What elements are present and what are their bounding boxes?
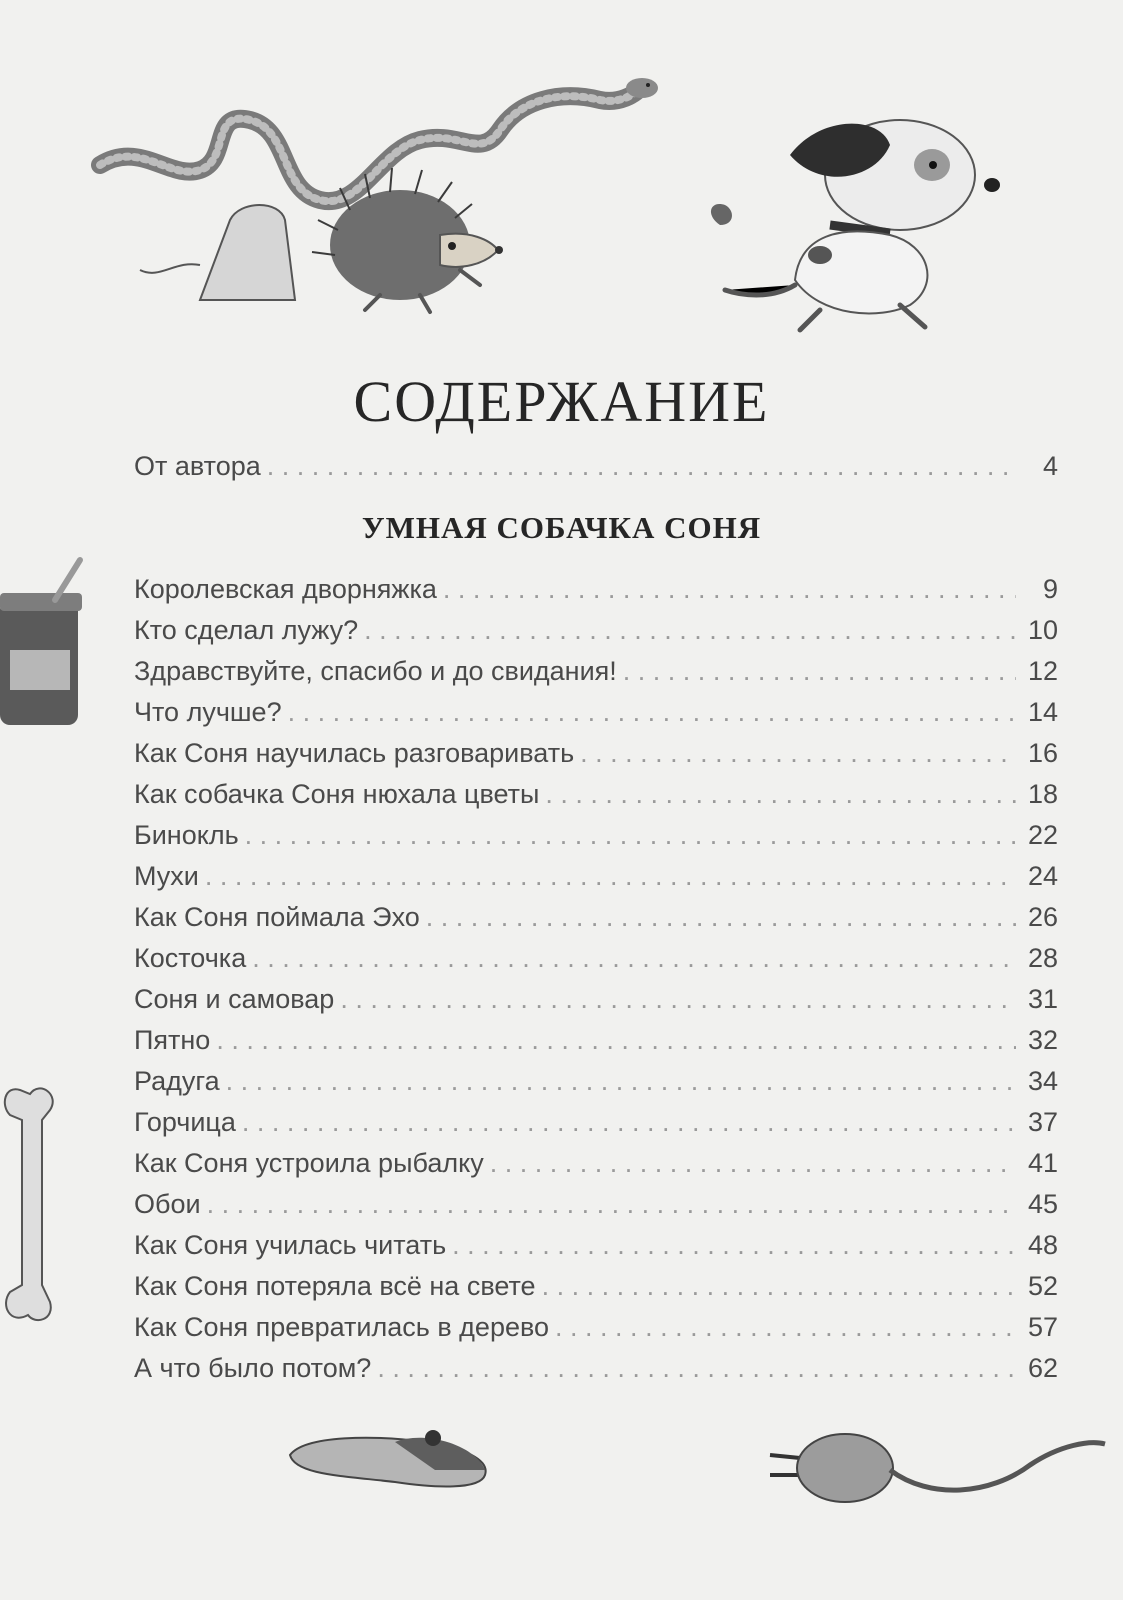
toc-leader-dots bbox=[542, 1266, 1016, 1307]
toc-entry bbox=[134, 815, 1058, 856]
toc-leader-dots bbox=[452, 1225, 1016, 1266]
toc-entry bbox=[134, 1061, 1058, 1102]
toc-entry bbox=[134, 569, 1058, 610]
toc-leader-dots bbox=[426, 897, 1016, 938]
toc-entry-label: Соня и самовар bbox=[134, 984, 335, 1014]
toc-entry bbox=[134, 897, 1058, 938]
toc-entry bbox=[134, 856, 1058, 897]
toc-entry-label: От автора bbox=[134, 451, 261, 481]
toc-entry bbox=[134, 1184, 1058, 1225]
toc-entry-page: 18 bbox=[1027, 779, 1058, 809]
toc-entry bbox=[134, 1102, 1058, 1143]
toc-entry-page: 10 bbox=[1027, 615, 1058, 645]
toc-entry-label: Как Соня научилась разговаривать bbox=[134, 738, 575, 768]
toc-entry-label: Радуга bbox=[134, 1066, 220, 1096]
toc-entry-page: 28 bbox=[1027, 943, 1058, 973]
jam-jar-illustration bbox=[0, 555, 95, 735]
toc-entry-label: Как собачка Соня нюхала цветы bbox=[134, 779, 540, 809]
toc-entry-page: 52 bbox=[1027, 1271, 1058, 1301]
toc-entry bbox=[134, 1225, 1058, 1266]
toc-entry-page: 12 bbox=[1027, 656, 1058, 686]
snake-hedgehog-iron-illustration bbox=[80, 70, 680, 320]
electric-plug-illustration bbox=[760, 1420, 1110, 1520]
running-puppy-illustration bbox=[700, 105, 1010, 335]
toc-entry bbox=[134, 774, 1058, 815]
toc-entry-page: 9 bbox=[1042, 574, 1058, 604]
toc-leader-dots bbox=[242, 1102, 1016, 1143]
toc-entry-page: 57 bbox=[1027, 1312, 1058, 1342]
toc-entry bbox=[134, 733, 1058, 774]
toc-leader-dots bbox=[443, 569, 1016, 610]
toc-list bbox=[134, 569, 1058, 1389]
toc-entry-label: Косточка bbox=[134, 943, 247, 973]
slipper-illustration bbox=[285, 1420, 500, 1495]
toc-leader-dots bbox=[205, 856, 1016, 897]
section-title: УМНАЯ СОБАЧКА СОНЯ bbox=[361, 510, 762, 545]
toc-entry-page: 32 bbox=[1027, 1025, 1058, 1055]
toc-entry-label: А что было потом? bbox=[134, 1353, 372, 1383]
toc-entry bbox=[134, 1266, 1058, 1307]
toc-leader-dots bbox=[288, 692, 1016, 733]
toc-entry bbox=[134, 446, 1058, 487]
toc-entry-label: Горчица bbox=[134, 1107, 236, 1137]
toc-entry-page: 45 bbox=[1027, 1189, 1058, 1219]
toc-leader-dots bbox=[216, 1020, 1016, 1061]
toc-entry-page: 37 bbox=[1027, 1107, 1058, 1137]
toc-intro bbox=[134, 446, 1058, 487]
toc-entry-label: Мухи bbox=[134, 861, 199, 891]
toc-entry-page: 14 bbox=[1027, 697, 1058, 727]
toc-leader-dots bbox=[545, 774, 1016, 815]
toc-leader-dots bbox=[226, 1061, 1016, 1102]
toc-entry-label: Как Соня превратилась в дерево bbox=[134, 1312, 550, 1342]
toc-entry-page: 48 bbox=[1027, 1230, 1058, 1260]
toc-leader-dots bbox=[623, 651, 1016, 692]
toc-entry-label: Бинокль bbox=[134, 820, 239, 850]
toc-entry-page: 41 bbox=[1027, 1148, 1058, 1178]
toc-leader-dots bbox=[267, 446, 1016, 487]
toc-entry bbox=[134, 1020, 1058, 1061]
toc-entry-page: 34 bbox=[1027, 1066, 1058, 1096]
toc-entry-label: Как Соня потеряла всё на свете bbox=[134, 1271, 536, 1301]
toc-leader-dots bbox=[245, 815, 1016, 856]
toc-leader-dots bbox=[207, 1184, 1016, 1225]
toc-entry bbox=[134, 1143, 1058, 1184]
toc-entry-page: 24 bbox=[1027, 861, 1058, 891]
toc-entry bbox=[134, 610, 1058, 651]
toc-entry-label: Здравствуйте, спасибо и до свидания! bbox=[134, 656, 617, 686]
toc-leader-dots bbox=[555, 1307, 1016, 1348]
toc-entry bbox=[134, 651, 1058, 692]
toc-entry bbox=[134, 1348, 1058, 1389]
page-title: СОДЕРЖАНИЕ bbox=[353, 369, 770, 434]
toc-leader-dots bbox=[580, 733, 1016, 774]
toc-entry-label: Пятно bbox=[134, 1025, 211, 1055]
toc-entry-page: 22 bbox=[1027, 820, 1058, 850]
toc-entry bbox=[134, 938, 1058, 979]
bone-illustration bbox=[0, 1080, 70, 1330]
toc-entry-page: 31 bbox=[1027, 984, 1058, 1014]
toc-leader-dots bbox=[364, 610, 1016, 651]
toc-leader-dots bbox=[340, 979, 1016, 1020]
toc-entry-page: 4 bbox=[1042, 451, 1058, 481]
toc-leader-dots bbox=[252, 938, 1016, 979]
toc-entry-label: Как Соня училась читать bbox=[134, 1230, 447, 1260]
toc-entry bbox=[134, 979, 1058, 1020]
toc-leader-dots bbox=[377, 1348, 1016, 1389]
toc-leader-dots bbox=[490, 1143, 1016, 1184]
toc-entry-page: 62 bbox=[1027, 1353, 1058, 1383]
toc-entry-page: 16 bbox=[1027, 738, 1058, 768]
toc-entry bbox=[134, 1307, 1058, 1348]
toc-entry-label: Обои bbox=[134, 1189, 201, 1219]
toc-entry-label: Кто сделал лужу? bbox=[134, 615, 359, 645]
toc-entry-label: Как Соня поймала Эхо bbox=[134, 902, 420, 932]
toc-entry-page: 26 bbox=[1027, 902, 1058, 932]
toc-entry-label: Королевская дворняжка bbox=[134, 574, 437, 604]
toc-entry bbox=[134, 692, 1058, 733]
toc-entry-label: Что лучше? bbox=[134, 697, 282, 727]
toc-entry-label: Как Соня устроила рыбалку bbox=[134, 1148, 484, 1178]
